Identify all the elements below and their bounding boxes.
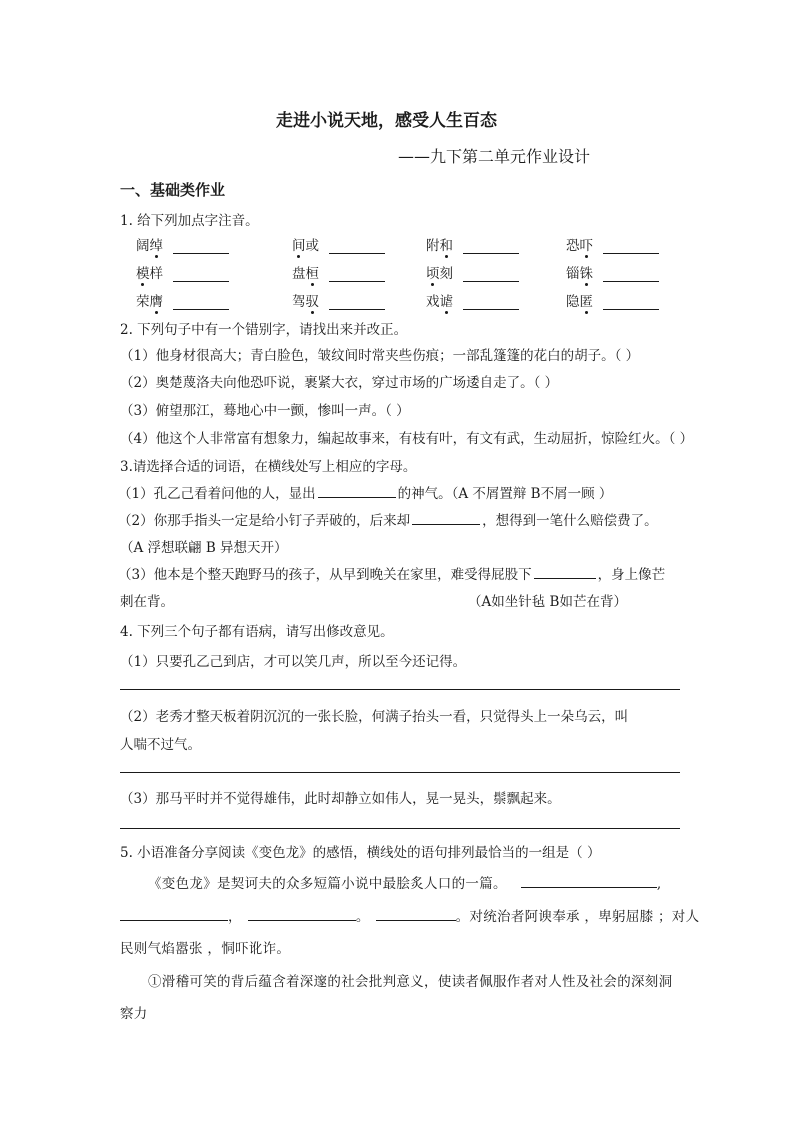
pinyin-item bbox=[426, 290, 519, 310]
pinyin-item bbox=[292, 290, 385, 310]
question-5-passage-line-2: ， 。 。对统治者阿谀奉承 ，卑躬屈膝 ；对人 bbox=[120, 905, 699, 925]
answer-blank[interactable] bbox=[521, 873, 657, 888]
answer-blank[interactable] bbox=[603, 239, 659, 254]
question-4-sentence-2-cont: 人喘不过气。 bbox=[120, 737, 201, 753]
pinyin-word: 顷刻 bbox=[426, 262, 453, 282]
dotted-character: 驭 bbox=[306, 290, 320, 310]
pinyin-item bbox=[566, 290, 659, 310]
question-2-prompt: 2. 下列句子中有一个错别字，请找出来并改正。 bbox=[120, 322, 408, 338]
pinyin-item bbox=[136, 262, 229, 282]
answer-blank[interactable] bbox=[603, 295, 659, 310]
page-title: 走进小说天地，感受人生百态 bbox=[276, 111, 497, 131]
pinyin-word: 附和 bbox=[426, 234, 453, 254]
question-3-line-3-cont: 刺在背。 bbox=[120, 594, 174, 610]
answer-line[interactable] bbox=[120, 689, 680, 690]
answer-blank[interactable] bbox=[329, 239, 385, 254]
section-heading: 一、基础类作业 bbox=[120, 181, 226, 199]
pinyin-item bbox=[292, 234, 385, 254]
pinyin-item bbox=[566, 234, 659, 254]
question-4-sentence-2: （2）老秀才整天板着阴沉沉的一张长脸，何满子抬头一看，只觉得头上一朵乌云，叫 bbox=[120, 709, 629, 725]
question-3-line-2: （2）你那手指头一定是给小钉子弄破的，后来却 ，想得到一笔什么赔偿费了。 bbox=[118, 509, 658, 529]
question-2-item: （2）奥楚蔑洛夫向他恐吓说，裹紧大衣，穿过市场的广场逶自走了。（ ） bbox=[120, 375, 559, 391]
question-2-item: （4）他这个人非常富有想象力，编起故事来，有枝有叶，有文有武，生动屈折，惊险红火。（ ） bbox=[120, 431, 694, 447]
pinyin-item bbox=[566, 262, 659, 282]
question-3-options-3: （A如坐针毡 B如芒在背） bbox=[468, 594, 627, 610]
pinyin-word: 模样 bbox=[136, 262, 163, 282]
dotted-character: 模 bbox=[136, 262, 150, 282]
question-5-option-1: ①滑稽可笑的背后蕴含着深邃的社会批判意义，使读者佩服作者对人性及社会的深刻洞 bbox=[148, 974, 673, 990]
answer-blank[interactable] bbox=[463, 295, 519, 310]
answer-blank[interactable] bbox=[173, 267, 229, 282]
question-4-sentence-3: （3）那马平时并不觉得雄伟，此时却静立如伟人，晃一晃头，鬃飘起来。 bbox=[120, 791, 561, 807]
question-4-sentence-1: （1）只要孔乙己到店，才可以笑几声，所以至今还记得。 bbox=[120, 654, 467, 670]
answer-blank[interactable] bbox=[173, 295, 229, 310]
pinyin-word: 恐吓 bbox=[566, 234, 593, 254]
question-3-prompt: 3.请选择合适的词语，在横线处写上相应的字母。 bbox=[120, 459, 417, 475]
pinyin-word: 戏谑 bbox=[426, 290, 453, 310]
answer-blank[interactable] bbox=[463, 239, 519, 254]
pinyin-item bbox=[426, 234, 519, 254]
pinyin-item bbox=[426, 262, 519, 282]
question-1-prompt: 1. 给下列加点字注音。 bbox=[120, 213, 259, 229]
pinyin-word: 盘桓 bbox=[292, 262, 319, 282]
question-2-item: （1）他身材很高大；青白脸色，皱纹间时常夹些伤痕；一部乱篷篷的花白的胡子。（ ） bbox=[120, 348, 640, 364]
question-3-options-2: （A 浮想联翩 B 异想天开） bbox=[120, 540, 288, 556]
pinyin-item bbox=[292, 262, 385, 282]
dotted-character: 匿 bbox=[580, 290, 594, 310]
question-4-prompt: 4. 下列三个句子都有语病，请写出修改意见。 bbox=[120, 624, 394, 640]
dotted-character: 谑 bbox=[440, 290, 454, 310]
dotted-character: 铢 bbox=[580, 262, 594, 282]
answer-blank[interactable] bbox=[248, 906, 356, 921]
answer-blank[interactable] bbox=[603, 267, 659, 282]
dotted-character: 和 bbox=[440, 234, 454, 254]
question-5-passage-line-1: 《变色龙》是契诃夫的众多短篇小说中最脍炙人口的一篇。 , bbox=[148, 872, 661, 892]
answer-blank[interactable] bbox=[376, 906, 456, 921]
question-5-passage-line-3: 民则气焰嚣张 ，恫吓讹诈。 bbox=[120, 941, 291, 957]
answer-blank[interactable] bbox=[412, 510, 480, 525]
question-5-option-1-cont: 察力 bbox=[120, 1006, 148, 1022]
answer-blank[interactable] bbox=[329, 267, 385, 282]
pinyin-item bbox=[136, 290, 229, 310]
question-3-line-1: （1）孔乙己看着问他的人，显出 的神气。（A 不屑置辩 B不屑一顾 ） bbox=[118, 482, 612, 502]
answer-blank[interactable] bbox=[120, 906, 228, 921]
pinyin-word: 锱铢 bbox=[566, 262, 593, 282]
pinyin-word: 阔绰 bbox=[136, 234, 163, 254]
answer-line[interactable] bbox=[120, 828, 680, 829]
question-2-item: （3）俯望那江，蓦地心中一颤，惨叫一声。（ ） bbox=[120, 403, 410, 419]
dotted-character: 绰 bbox=[150, 234, 164, 254]
answer-line[interactable] bbox=[120, 772, 680, 773]
page-subtitle: ——九下第二单元作业设计 bbox=[398, 147, 591, 166]
question-3-line-3: （3）他本是个整天跑野马的孩子，从早到晚关在家里，难受得屁股下 ，身上像芒 bbox=[118, 563, 665, 583]
answer-blank[interactable] bbox=[329, 295, 385, 310]
answer-blank[interactable] bbox=[318, 483, 396, 498]
pinyin-word: 荣膺 bbox=[136, 290, 163, 310]
question-5-prompt: 5. 小语准备分享阅读《变色龙》的感悟，横线处的语句排列最恰当的一组是（ ） bbox=[120, 845, 601, 861]
pinyin-word: 隐匿 bbox=[566, 290, 593, 310]
dotted-character: 吓 bbox=[580, 234, 594, 254]
dotted-character: 桓 bbox=[306, 262, 320, 282]
answer-blank[interactable] bbox=[534, 564, 596, 579]
dotted-character: 膺 bbox=[150, 290, 164, 310]
pinyin-word: 间或 bbox=[292, 234, 319, 254]
answer-blank[interactable] bbox=[463, 267, 519, 282]
pinyin-item bbox=[136, 234, 229, 254]
pinyin-word: 驾驭 bbox=[292, 290, 319, 310]
answer-blank[interactable] bbox=[173, 239, 229, 254]
